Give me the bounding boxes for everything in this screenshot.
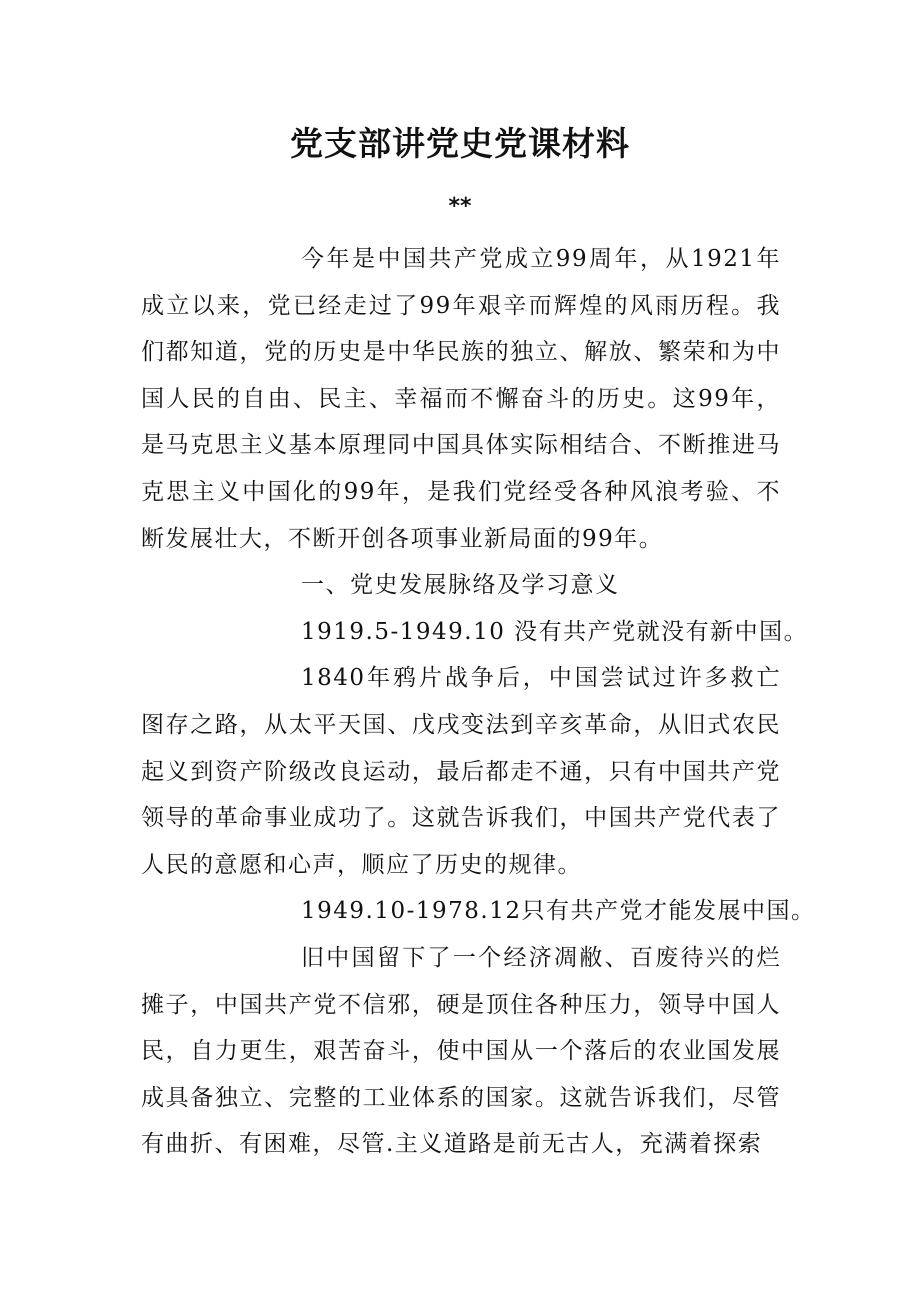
paragraph-intro: 今年是中国共产党成立99周年，从1921年成立以来，党已经走过了99年艰辛而辉煌的风雨历程。我们都知道，党的历史是中华民族的独立、解放、繁荣和为中国人民的自由、民主、幸福而不懈奋斗的历史。这99年，是马克思主义基本原理同中国具体实际相结合、不断推进马克思主义中国化的99年，是我们党经受各种风浪考验、不断发展壮大，不断开创各项事业新局面的99年。 [141, 246, 781, 552]
period-heading-2: 1949.10-1978.12只有共产党才能发展中国。 [301, 898, 816, 925]
period-heading-1: 1919.5-1949.10 没有共产党就没有新中国。 [301, 618, 809, 645]
section-heading: 一、党史发展脉络及学习意义 [301, 572, 620, 599]
paragraph-period-2: 旧中国留下了一个经济凋敝、百废待兴的烂摊子，中国共产党不信邪，硬是顶住各种压力，领导中国人民，自力更生，艰苦奋斗，使中国从一个落后的农业国发展成具备独立、完整的工业体系的国家。这就告诉我们，尽管有曲折、有困难，尽管.主义道路是前无古人，充满着探索 [141, 944, 781, 1158]
document-title: 党支部讲党史党课材料 [290, 124, 630, 163]
document-author: ** [448, 194, 472, 219]
document-body [141, 236, 816, 1168]
paragraph-period-1: 1840年鸦片战争后，中国尝试过许多救亡图存之路，从太平天国、戊戌变法到辛亥革命，从旧式农民起义到资产阶级改良运动，最后都走不通，只有中国共产党领导的革命事业成功了。这就告诉我们，中国共产党代表了人民的意愿和心声，顺应了历史的规律。 [141, 665, 781, 878]
